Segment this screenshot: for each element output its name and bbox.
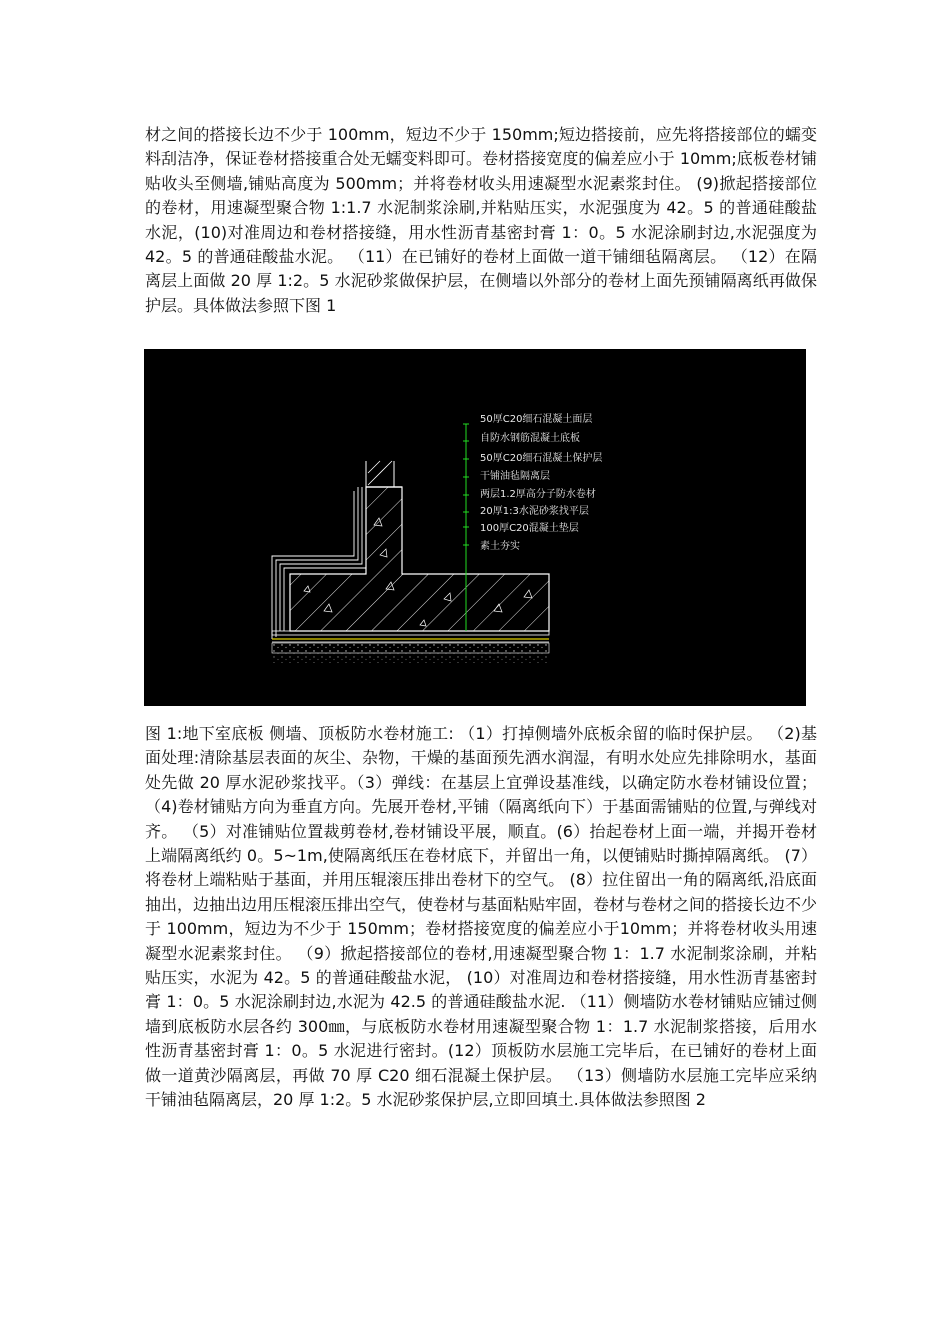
paragraph-bottom-text: 图 1:地下室底板 侧墙、顶板防水卷材施工: （1）打掉侧墙外底板余留的临时保护层。 （2)基面处理:清除基层表面的灰尘、杂物，干燥的基面预先洒水润湿，有明水处应先排除明水，基面处先做 20 厚水泥砂浆找平。（3）弹线：在基层上宜弹设基准线，以确定防水卷材铺设位置； （4)卷材铺贴方向为垂直方向。先展开卷材,平铺（隔离纸向下）于基面需铺贴的位置,与弹线对齐。 （5）对准铺贴位置裁剪卷材,卷材铺设平展，顺直。(6）抬起卷材上面一端，并揭开卷材上端隔离纸约 0。5~1m,使隔离纸压在卷材底下，并留出一角，以便铺贴时撕掉隔离纸。 (7）将卷材上端粘贴于基面，并用压辊滚压排出卷材下的空气。 (8）拉住留出一角的隔离纸,沿底面抽出，边抽出边用压棍滚压排出空气，使卷材与基面粘贴牢固，卷材与卷材之间的搭接长边不少于 100mm，短边为不少于 150mm；卷材搭接宽度的偏差应小于10mm；并将卷材收头用速凝型水泥素浆封住。 （9）掀起搭接部位的卷材,用速凝型聚合物 1：1.7 水泥制浆涂刷，并粘贴压实，水泥为 42。5 的普通硅酸盐水泥， (10）对准周边和卷材搭接缝，用水性沥青基密封膏 1：0。5 水泥涂刷封边,水泥为 42.5 的普通硅酸盐水泥. （11）侧墙防水卷材铺贴应铺过侧墙到底板防水层各约 300㎜，与底板防水卷材用速凝型聚合物 1：1.7 水泥制浆搭接，后用水性沥青基密封膏 1：0。5 水泥进行密封。(12）顶板防水层施工完毕后，在已铺好的卷材上面做一道黄沙隔离层，再做 70 厚 C20 细石混凝土保护层。 （13）侧墙防水层施工完毕应采纳干铺油毡隔离层，20 厚 1:2。5 水泥砂浆保护层,立即回填土.具体做法参照图 2 bbox=[145, 724, 818, 1110]
label-1: 自防水钢筋混凝土底板 bbox=[480, 433, 580, 444]
label-2: 50厚C20细石混凝土保护层 bbox=[480, 453, 603, 464]
label-5: 20厚1:3水泥砂浆找平层 bbox=[480, 506, 589, 517]
label-4: 两层1.2厚高分子防水卷材 bbox=[480, 489, 596, 500]
paragraph-top-text: 材之间的搭接长边不少于 100mm，短边不少于 150mm;短边搭接前，应先将搭接部位的蠕变料刮洁净，保证卷材搭接重合处无蠕变料即可。卷材搭接宽度的偏差应小于 10mm;底板卷材铺贴收头至侧墙,铺贴高度为 500mm；并将卷材收头用速凝型水泥素浆封住。 (9)掀起搭接部位的卷材，用速凝型聚合物 1:1.7 水泥制浆涂刷,并粘贴压实，水泥强度为 42。5 的普通硅酸盐水泥，(10)对准周边和卷材搭接缝，用水性沥青基密封膏 1：0。5 水泥涂刷封边,水泥强度为 42。5 的普通硅酸盐水泥。 （11）在已铺好的卷材上面做一道干铺细毡隔离层。 （12）在隔离层上面做 20 厚 1:2。5 水泥砂浆做保护层，在侧墙以外部分的卷材上面先预铺隔离纸再做保护层。具体做法参照下图 1 bbox=[145, 125, 817, 315]
construction-drawing bbox=[144, 349, 806, 706]
paragraph-bottom bbox=[145, 722, 817, 1113]
paragraph-top bbox=[145, 123, 817, 318]
soil-layer bbox=[272, 653, 549, 663]
label-0: 50厚C20细石混凝土面层 bbox=[480, 414, 593, 425]
drawing-svg bbox=[144, 349, 806, 706]
label-7: 素土夯实 bbox=[480, 541, 520, 552]
label-6: 100厚C20混凝土垫层 bbox=[480, 523, 579, 534]
upper-wall bbox=[366, 461, 394, 487]
label-3: 干铺油毡隔离层 bbox=[480, 471, 550, 482]
bedding-layer bbox=[272, 643, 549, 653]
